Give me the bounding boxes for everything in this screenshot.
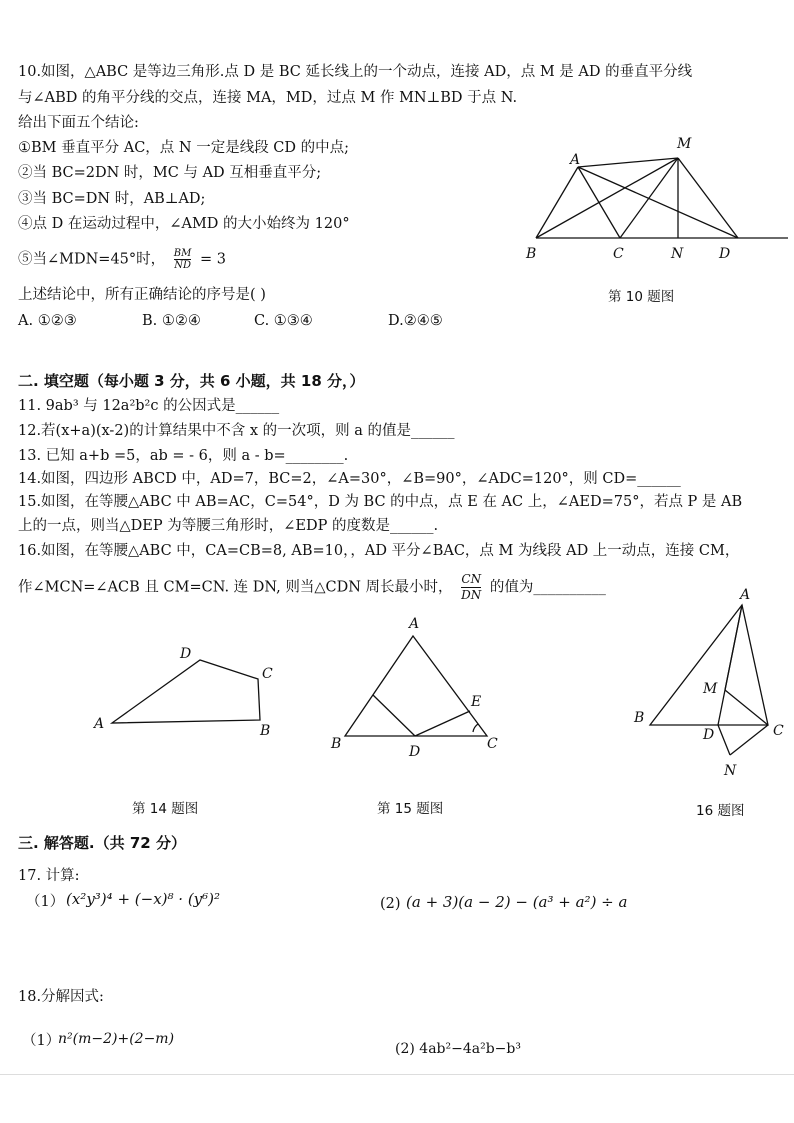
figure-10	[520, 130, 790, 270]
fig16-line-am	[725, 605, 742, 690]
fig15-caption: 第 15 题图	[377, 801, 444, 817]
q18-title: 18.分解因式:	[18, 989, 104, 1005]
q11: 11. 9ab³ 与 12a²b²c 的公因式是______	[18, 398, 280, 414]
q17-title: 17. 计算:	[18, 868, 80, 884]
q10-stem-line2: 与∠ABD 的角平分线的交点，连接 MA，MD，过点 M 作 MN⊥BD 于点 N.	[18, 90, 518, 106]
q10-question: 上述结论中，所有正确结论的序号是( )	[18, 287, 266, 303]
fig16-label-m: M	[703, 681, 718, 697]
fig10-caption: 第 10 题图	[608, 289, 675, 305]
q10-conclusion-2: ②当 BC=2DN 时，MC 与 AD 互相垂直平分;	[18, 165, 322, 181]
fig15-label-d: D	[409, 744, 421, 760]
q10-c5-fraction	[174, 248, 192, 271]
q17-part1-label: （1）	[26, 894, 65, 910]
q16-fraction	[461, 572, 481, 603]
q16-line1: 16.如图，在等腰△ABC 中，CA=CB=8, AB=10，，AD 平分∠BAC，点 M 为线段 AD 上一动点，连接 CM，	[18, 543, 740, 559]
fig15-label-c: C	[487, 736, 498, 752]
q17-part2-expression: (a + 3)(a − 2) − (a³ + a²) ÷ a	[406, 893, 628, 911]
q18-part2-expression: (2) 4ab²−4a²b−b³	[395, 1041, 521, 1057]
q16-line2-prefix: 作∠MCN=∠ACB 且 CM=CN. 连 DN, 则当△CDN 周长最小时，	[18, 579, 453, 596]
page-bottom-divider	[0, 1074, 794, 1075]
fig15-label-b: B	[331, 736, 342, 752]
fig10-line-am	[578, 158, 678, 167]
figure-16	[630, 585, 790, 779]
q10-conclusion-3: ③当 BC=DN 时，AB⊥AD;	[18, 191, 206, 207]
fig10-line-ad	[578, 167, 738, 238]
fig14-label-d: D	[180, 646, 192, 662]
q14: 14.如图，四边形 ABCD 中，AD=7，BC=2，∠A=30°，∠B=90°，∠ADC=120°，则 CD=______	[18, 471, 681, 487]
figure-15	[325, 612, 505, 762]
fig15-label-e: E	[471, 694, 482, 710]
fig10-label-d: D	[719, 246, 731, 262]
fig16-label-a: A	[740, 587, 751, 603]
fig16-label-d: D	[703, 727, 715, 743]
q18-part1-expression: n²(m−2)+(2−m)	[58, 1031, 175, 1047]
fig10-line-md	[678, 158, 738, 238]
fig16-line-cn	[730, 725, 768, 755]
fig16-line-dn	[718, 725, 730, 755]
fig14-quadrilateral	[112, 660, 260, 723]
fig10-label-n: N	[671, 246, 684, 262]
q10-stem-line3: 给出下面五个结论:	[18, 115, 139, 131]
fig10-label-c: C	[613, 246, 624, 262]
fig15-line-de	[415, 711, 470, 736]
q10-option-d: D.②④⑤	[388, 313, 443, 329]
q17-part2-label: (2)	[380, 896, 401, 912]
q16-line2-suffix: 的值为__________	[489, 579, 606, 596]
q10-conclusion-1: ①BM 垂直平分 AC，点 N 一定是线段 CD 的中点;	[18, 140, 350, 156]
q10-c5-numerator: BM	[173, 248, 192, 259]
section-3-heading: 三. 解答题.（共 72 分）	[18, 834, 186, 852]
fig10-line-bm	[536, 158, 678, 238]
q15-line1: 15.如图，在等腰△ABC 中 AB=AC，C=54°，D 为 BC 的中点，点 E 在 AC 上，∠AED=75°，若点 P 是 AB	[18, 494, 743, 510]
fig10-label-b: B	[526, 246, 537, 262]
q10-conclusion-4: ④点 D 在运动过程中，∠AMD 的大小始终为 120°	[18, 216, 350, 232]
q17-part1-expression: (x²y³)⁴ + (−x)⁸ · (y⁶)²	[66, 890, 221, 908]
fig15-triangle	[345, 636, 487, 736]
fig10-label-a: A	[570, 152, 581, 168]
q10-c5-denominator: ND	[174, 260, 191, 271]
q10-stem-line1: 10.如图，△ABC 是等边三角形.点 D 是 BC 延长线上的一个动点，连接 AD，点 M 是 AD 的垂直平分线	[18, 64, 693, 80]
q10-option-c: C. ①③④	[254, 313, 313, 329]
fig16-caption: 16 题图	[696, 803, 745, 819]
q18-part1-label: （1）	[22, 1033, 61, 1049]
fig14-label-b: B	[260, 723, 271, 739]
fig16-label-c: C	[773, 723, 784, 739]
fig14-label-c: C	[262, 666, 273, 682]
fig16-label-n: N	[724, 763, 737, 779]
fig14-label-a: A	[94, 716, 105, 732]
fig16-triangle	[650, 605, 768, 725]
q10-c5-suffix: = 3	[199, 251, 226, 268]
q16-numerator: CN	[461, 572, 482, 586]
fig15-angle-c	[473, 724, 478, 732]
q10-conclusion-5	[18, 248, 226, 271]
figure-14	[90, 640, 290, 750]
fig15-line-pd	[373, 695, 415, 736]
fig15-label-a: A	[409, 616, 420, 632]
fig10-label-m: M	[677, 136, 692, 152]
q10-option-b: B. ①②④	[142, 313, 201, 329]
q12: 12.若(x+a)(x-2)的计算结果中不含 x 的一次项，则 a 的值是______	[18, 423, 455, 439]
q16-line2	[18, 572, 606, 603]
fig14-caption: 第 14 题图	[132, 801, 199, 817]
section-2-heading: 二. 填空题（每小题 3 分，共 6 小题，共 18 分，）	[18, 372, 365, 390]
fig10-line-ab	[536, 167, 578, 238]
q16-denominator: DN	[461, 588, 482, 602]
q10-option-a: A. ①②③	[18, 313, 77, 329]
q13: 13. 已知 a+b =5，ab = - 6，则 a - b=________.	[18, 448, 349, 464]
q15-line2: 上的一点，则当△DEP 为等腰三角形时，∠EDP 的度数是______.	[18, 518, 439, 534]
fig16-label-b: B	[634, 710, 645, 726]
q10-c5-prefix: ⑤当∠MDN=45°时，	[18, 251, 166, 268]
